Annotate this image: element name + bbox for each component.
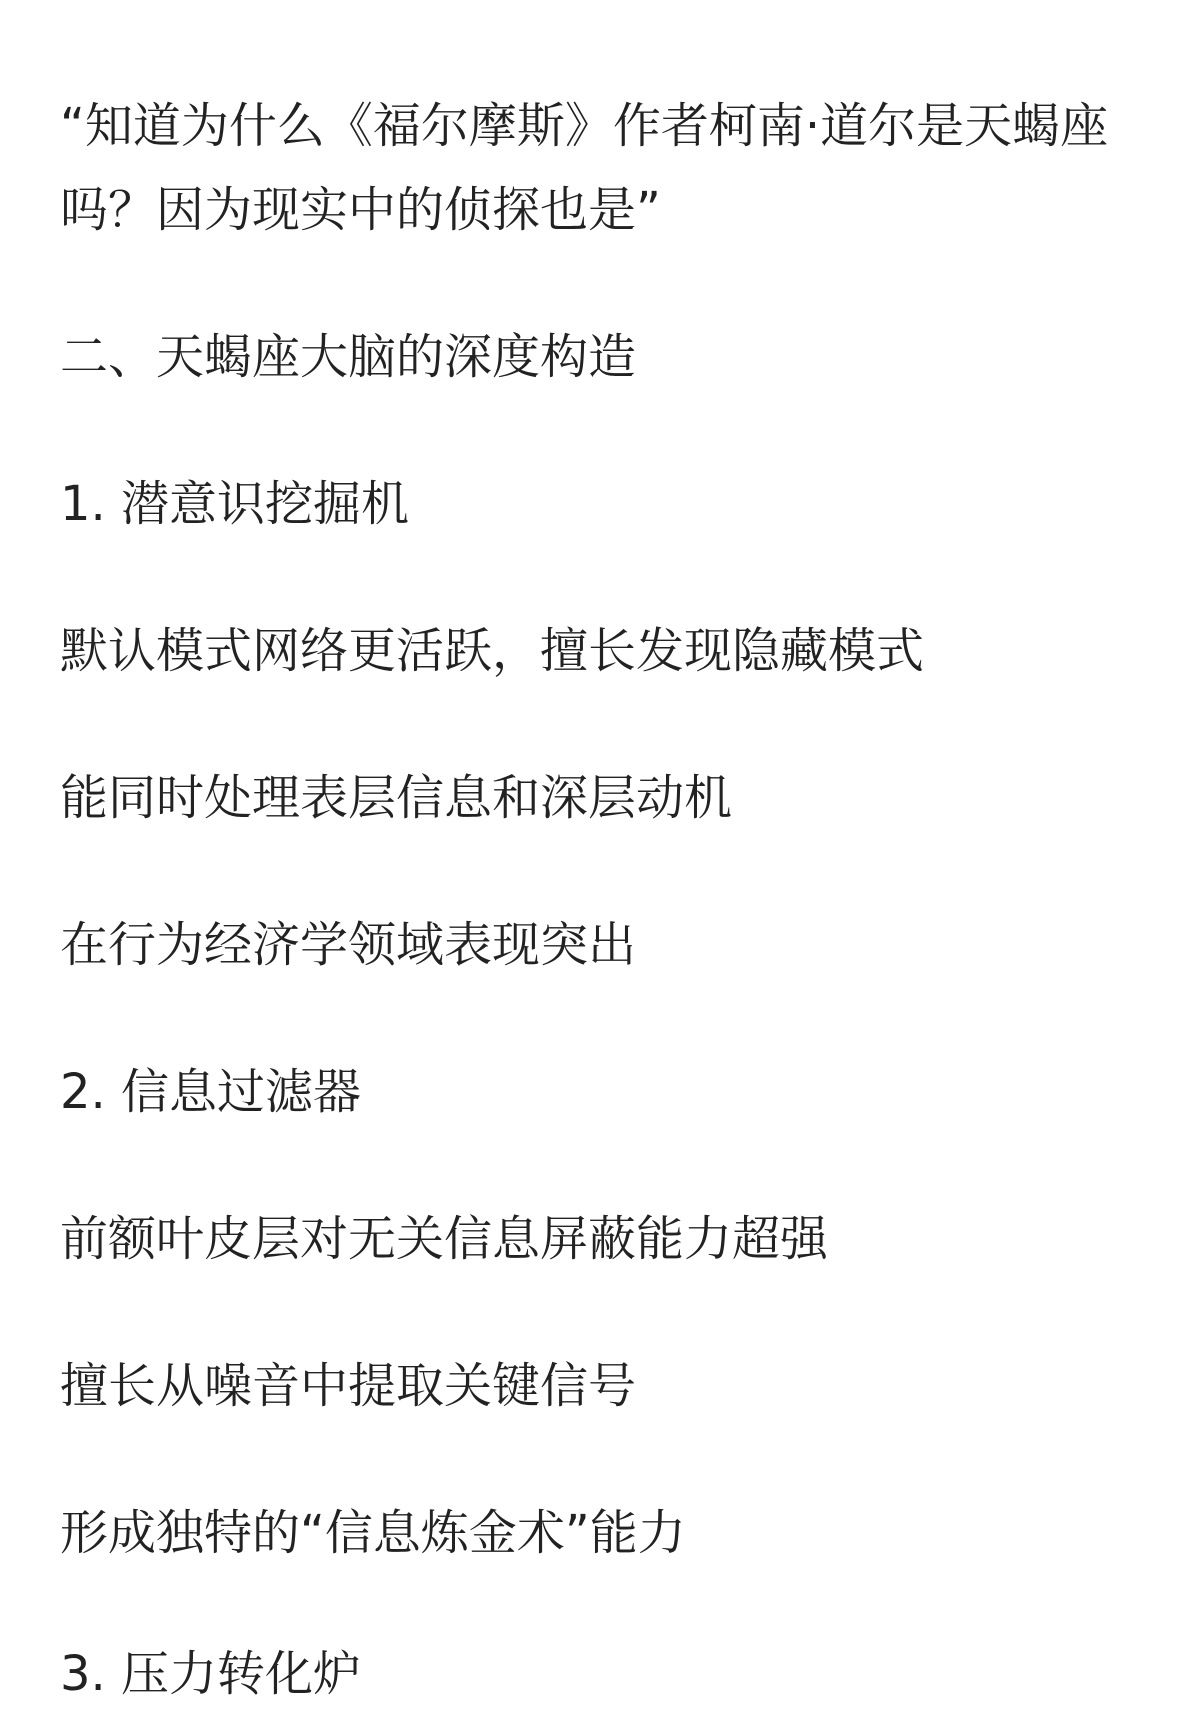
subsection-heading-3: 3. 压力转化炉 bbox=[60, 1646, 362, 1702]
quote-paragraph: “知道为什么《福尔摩斯》作者柯南·道尔是天蝎座吗？因为现实中的侦探也是” bbox=[60, 98, 1109, 238]
paragraph-2c: 形成独特的“信息炼金术”能力 bbox=[60, 1505, 686, 1561]
paragraph-2b: 擅长从噪音中提取关键信号 bbox=[60, 1358, 637, 1414]
paragraph-1a: 默认模式网络更活跃，擅长发现隐藏模式 bbox=[60, 623, 925, 679]
subsection-heading-2: 2. 信息过滤器 bbox=[60, 1064, 362, 1120]
paragraph-1c: 在行为经济学领域表现突出 bbox=[60, 917, 637, 973]
paragraph-1b: 能同时处理表层信息和深层动机 bbox=[60, 770, 733, 826]
section-heading: 二、天蝎座大脑的深度构造 bbox=[60, 329, 637, 385]
subsection-heading-1: 1. 潜意识挖掘机 bbox=[60, 476, 410, 532]
paragraph-2a: 前额叶皮层对无关信息屏蔽能力超强 bbox=[60, 1211, 829, 1267]
